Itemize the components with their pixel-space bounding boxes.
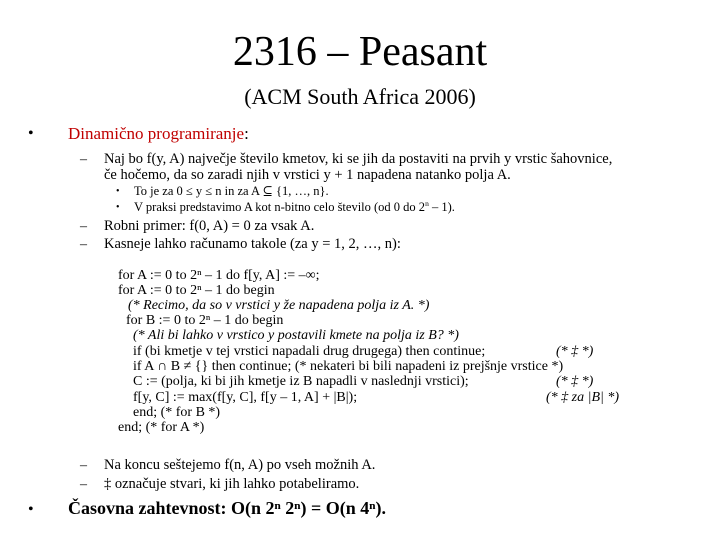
dash-icon: – <box>80 458 87 473</box>
dp-heading-line <box>68 124 249 144</box>
code-comment: (* ‡ *) <box>556 344 594 359</box>
bitmask-note <box>134 200 455 215</box>
code-comment: (* ‡ *) <box>556 374 594 389</box>
bullet-icon: • <box>116 186 120 197</box>
code-line: C := (polja, ki bi jih kmetje iz B napadli v naslednji vrstici); <box>133 374 469 389</box>
bitmask-note-tail: – 1). <box>428 200 455 214</box>
dash-icon: – <box>80 219 87 234</box>
code-comment: (* ‡ za |B| *) <box>546 390 620 405</box>
complexity-value: O(n 2ⁿ 2ⁿ) = O(n 4ⁿ). <box>231 498 387 518</box>
dp-heading: Dinamično programiranje <box>68 124 245 143</box>
dash-icon: – <box>80 152 87 167</box>
dash-icon: – <box>80 237 87 252</box>
definition-line-2: če hočemo, da so zaradi njih v vrstici y + 1 napadena natanko polja A. <box>104 167 511 183</box>
code-line <box>118 268 320 283</box>
code-line: if (bi kmetje v tej vrstici napadali drug drugega) then continue; <box>133 344 486 359</box>
bullet-icon: • <box>28 501 34 518</box>
code-line: end; (* for A *) <box>118 420 205 435</box>
code-text: for A := 0 to 2ⁿ – 1 do begin <box>118 283 275 298</box>
page-title: 2316 – Peasant <box>232 29 488 75</box>
bitmask-note-exponent: n <box>425 198 429 208</box>
code-text: for A := 0 to 2ⁿ – 1 do f[y, A] := –∞; <box>118 268 320 283</box>
complexity-label: Časovna zahtevnost: <box>68 498 227 518</box>
range-note: To je za 0 ≤ y ≤ n in za A ⊆ {1, …, n}. <box>134 184 329 198</box>
code-line: f[y, C] := max(f[y, C], f[y – 1, A] + |B|); <box>133 390 358 405</box>
edge-case-line: Robni primer: f(0, A) = 0 za vsak A. <box>104 218 315 234</box>
tabulation-note: ‡ označuje stvari, ki jih lahko potabeliramo. <box>104 476 360 492</box>
code-comment: (* Ali bi lahko v vrstico y postavili kmete na polja iz B? *) <box>133 328 459 343</box>
definition-line-1: Naj bo f(y, A) največje število kmetov, ki se jih da postaviti na prvih y vrstic šahovnice, <box>104 151 613 167</box>
complexity-line <box>68 498 386 518</box>
bullet-icon: • <box>28 125 34 142</box>
code-line: if A ∩ B ≠ {} then continue; (* nekateri bi bili napadeni iz prejšnje vrstice *) <box>133 359 564 374</box>
code-comment: (* Recimo, da so v vrstici y že napadena polja iz A. *) <box>128 298 430 313</box>
code-line: end; (* for B *) <box>133 405 221 420</box>
page-subtitle: (ACM South Africa 2006) <box>244 84 476 109</box>
dp-colon: : <box>244 124 249 143</box>
bitmask-note-text: V praksi predstavimo A kot n-bitno celo število (od 0 do 2 <box>134 200 426 214</box>
bullet-icon: • <box>116 202 120 213</box>
summation-line: Na koncu seštejemo f(n, A) po vseh možnih A. <box>104 457 376 473</box>
recurrence-intro: Kasneje lahko računamo takole (za y = 1, 2, …, n): <box>104 236 401 252</box>
dash-icon: – <box>80 477 87 492</box>
code-line: for B := 0 to 2ⁿ – 1 do begin <box>126 313 284 328</box>
code-line <box>118 283 275 298</box>
